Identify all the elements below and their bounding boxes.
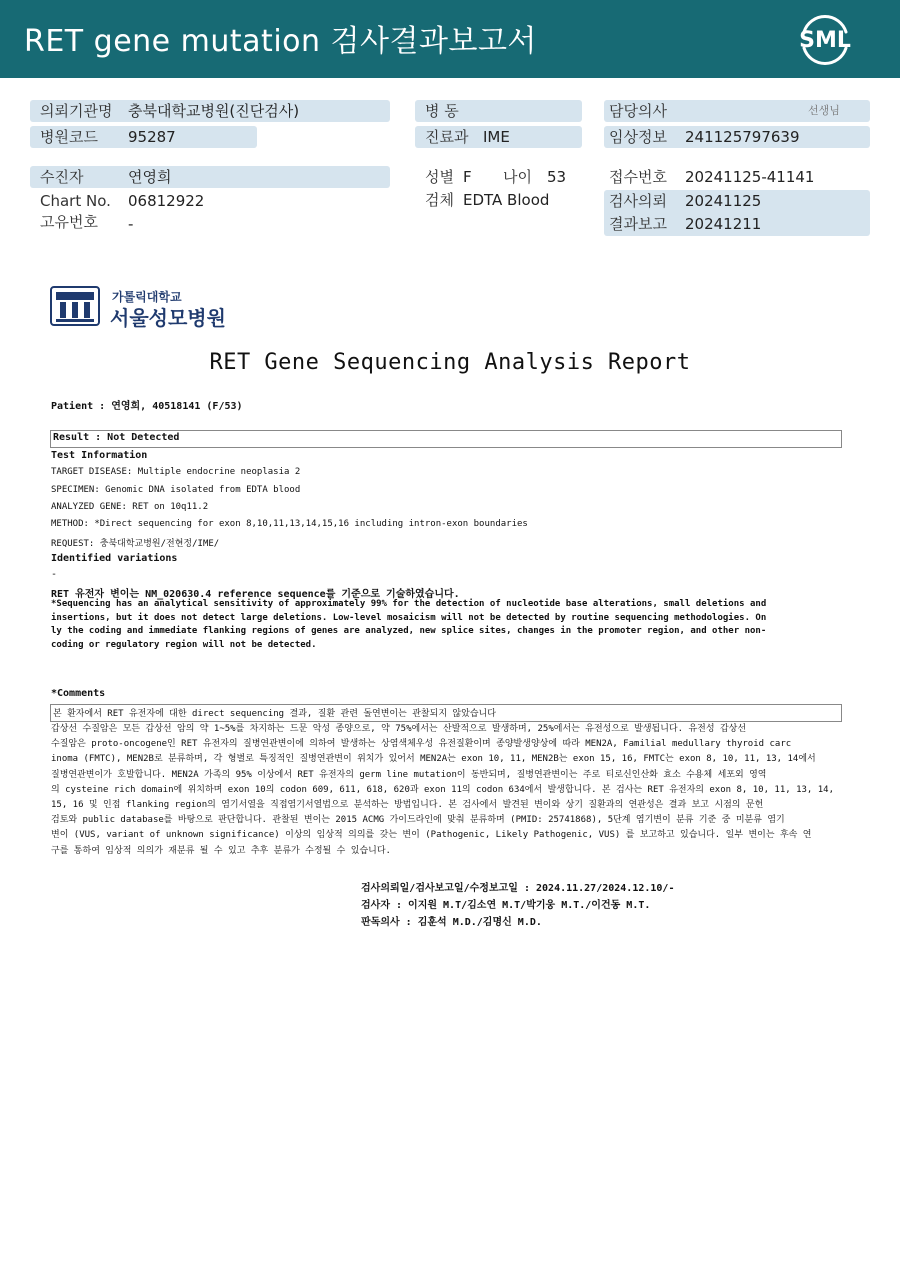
analyzed-gene: ANALYZED GENE: RET on 10q11.2 xyxy=(51,502,209,512)
patient-value: 연영희 xyxy=(128,168,172,186)
comment-box-text: 본 환자에서 RET 유전자에 대한 direct sequencing 결과, 질환 관련 돌연변이는 관찰되지 않았습니다 xyxy=(53,709,496,719)
target-disease: TARGET DISEASE: Multiple endocrine neoplasia 2 xyxy=(51,467,301,477)
report-date-label: 결과보고 xyxy=(609,215,667,233)
sex-value: F xyxy=(463,168,472,186)
request-date-label: 검사의뢰 xyxy=(609,192,667,210)
request-date-value: 20241125 xyxy=(685,192,762,210)
report-date-value: 20241211 xyxy=(685,215,762,233)
comment-paragraph xyxy=(51,722,834,859)
variations-heading: Identified variations xyxy=(51,553,178,564)
sex-label: 성별 xyxy=(425,168,454,186)
hospital-name-small: 가톨릭대학교 xyxy=(112,290,182,304)
unique-id-label: 고유번호 xyxy=(40,213,98,231)
specimen-value: EDTA Blood xyxy=(463,191,550,209)
sensitivity-line: *Sequencing has an analytical sensitivity of approximately 99% for the detection of nucleotide base alterations, small deletions and xyxy=(51,599,767,609)
chart-label: Chart No. xyxy=(40,192,111,210)
request-info: REQUEST: 충북대학교병원/전현정/IME/ xyxy=(51,539,220,549)
comment-line: 검토와 public database를 바탕으로 판단합니다. 관찰된 변이는 2015 ACMG 가이드라인에 맞춰 분류하며 (PMID: 25741868), 5단계 염기변이 분류 기준 중 미분류 염기 xyxy=(51,815,785,826)
comment-line: 의 cysteine rich domain에 위치하며 exon 10의 codon 609, 611, 618, 620과 exon 11의 codon 634에서 발생합니다. 본 검사는 RET 유전자의 exon 8, 10, 11, 13, 14, xyxy=(51,784,835,795)
comment-line: inoma (FMTC), MEN2B로 분류하며, 각 형별로 특징적인 질병연관변이 위치가 있어서 MEN2A는 exon 10, 11, MEN2B는 exon 15, 16, FMTC는 exon 8, 10, 11, 13, 14에서 xyxy=(51,754,816,765)
sensitivity-line: coding or regulatory region will not be detected. xyxy=(51,639,317,650)
interpreter-line: 판독의사 : 김훈석 M.D./김명신 M.D. xyxy=(361,917,542,928)
patient-line: Patient : 연영희, 40518141 (F/53) xyxy=(51,401,243,412)
patient-label: 수진자 xyxy=(40,168,84,186)
chart-value: 06812922 xyxy=(128,192,205,210)
ward-label: 병 동 xyxy=(425,102,459,120)
receipt-label: 접수번호 xyxy=(609,168,667,186)
specimen-label: 검체 xyxy=(425,191,454,209)
sensitivity-line: ly the coding and immediate flanking regions of genes are analyzed, new splice sites, changes in the promoter region, and other non- xyxy=(51,626,767,636)
sensitivity-paragraph xyxy=(51,598,766,652)
hospital-emblem-icon xyxy=(50,286,100,326)
department-value: IME xyxy=(483,128,510,146)
department-label: 진료과 xyxy=(425,128,469,146)
receipt-value: 20241125-41141 xyxy=(685,168,815,186)
institution-value: 충북대학교병원(진단검사) xyxy=(128,102,300,120)
test-info-heading: Test Information xyxy=(51,450,148,461)
age-label: 나이 xyxy=(503,168,532,186)
hospital-code-label: 병원코드 xyxy=(40,128,98,146)
result-text: Result : Not Detected xyxy=(53,432,180,443)
specimen-info: SPECIMEN: Genomic DNA isolated from EDTA blood xyxy=(51,485,301,495)
patient-bar xyxy=(30,166,390,188)
logo-text: SML xyxy=(799,28,851,53)
doctor-value: 선생님 xyxy=(808,104,840,117)
unique-id-value: - xyxy=(128,215,134,233)
comment-line: 변이 (VUS, variant of unknown significance) 이상의 임상적 의의를 갖는 변이 (Pathogenic, Likely Pathogenic, VUS) 를 보고하고 있습니다. 일부 변이는 후속 연 xyxy=(51,830,812,841)
comment-line: 갑상선 수질암은 모든 갑상선 암의 약 1~5%를 차지하는 드문 악성 종양으로, 약 75%에서는 산발적으로 발생하며, 25%에서는 유전성으로 발생됩니다. 유전성 갑상선 xyxy=(51,724,747,734)
dates-line: 검사의뢰일/검사보고일/수정보고일 : 2024.11.27/2024.12.10/- xyxy=(361,883,675,894)
comment-line: 수질암은 proto-oncogene인 RET 유전자의 질병연관변이에 의하여 발생하는 상염색체우성 유전질환이며 종양발생양상에 따라 MEN2A, Familial medullary thyroid carc xyxy=(51,739,792,750)
institution-label: 의뢰기관명 xyxy=(40,102,113,120)
doctor-label: 담당의사 xyxy=(609,102,667,120)
clinical-info-label: 임상정보 xyxy=(609,128,667,146)
sml-logo xyxy=(796,12,854,66)
comment-line: 질병연관변이가 호발합니다. MEN2A 가족의 95% 이상에서 RET 유전자의 germ line mutation이 동반되며, 질병연관변이는 주로 티로신인산화 효소 수용체 세포외 영역 xyxy=(51,769,767,780)
examiners-line: 검사자 : 이지원 M.T/김소연 M.T/박기웅 M.T./이건동 M.T. xyxy=(361,900,651,911)
report-header-title: RET gene mutation 검사결과보고서 xyxy=(24,24,537,59)
report-title: RET Gene Sequencing Analysis Report xyxy=(209,350,691,375)
sensitivity-line: insertions, but it does not detect large deletions. Low-level mosaicism will not be detected by routine sequencing methodologies. On xyxy=(51,612,767,623)
comment-line: 구를 통하여 임상적 의의가 재분류 될 수 있고 추후 분류가 수정될 수 있습니다. xyxy=(51,845,391,856)
reference-note: RET 유전자 변이는 NM_020630.4 reference sequence를 기준으로 기술하였습니다. xyxy=(51,589,460,600)
hospital-code-value: 95287 xyxy=(128,128,176,146)
age-value: 53 xyxy=(547,168,567,186)
method-info: METHOD: *Direct sequencing for exon 8,10,11,13,14,15,16 including intron-exon boundaries xyxy=(51,519,528,529)
variations-value: - xyxy=(51,569,58,580)
clinical-info-value: 241125797639 xyxy=(685,128,800,146)
comment-line: 15, 16 및 인접 flanking region의 염기서열을 직접염기서열법으로 분석하는 방법입니다. 본 검사에서 발견된 변이와 상기 질환과의 연관성은 결과 보고 시점의 문헌 xyxy=(51,800,764,811)
comments-heading: *Comments xyxy=(51,688,106,699)
header-banner xyxy=(0,0,900,78)
hospital-name-large: 서울성모병원 xyxy=(110,306,226,330)
